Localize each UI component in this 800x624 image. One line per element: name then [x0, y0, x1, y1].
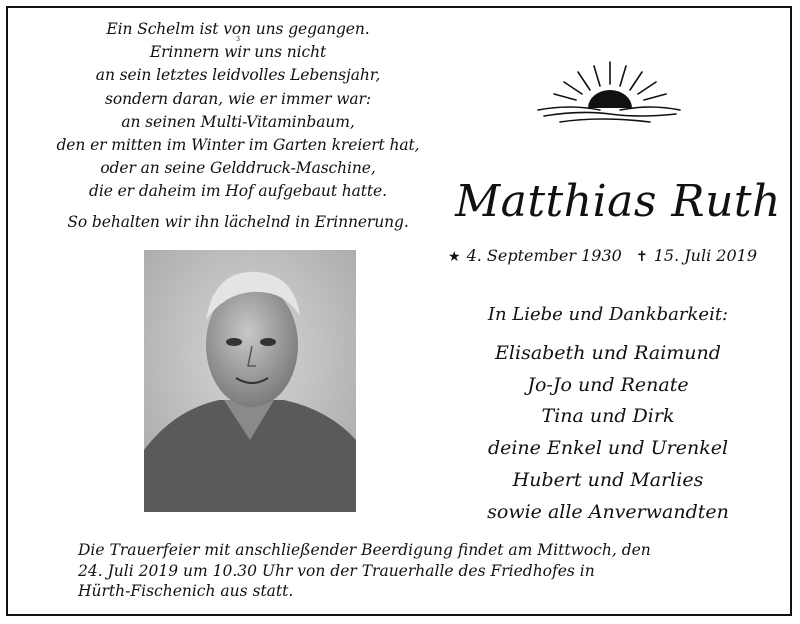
- poem-closing: So behalten wir ihn lächelnd in Erinnerung.: [67, 212, 409, 231]
- death-date-group: [636, 245, 757, 268]
- family-member: Elisabeth und Raimund: [495, 342, 721, 364]
- poem-line: die er daheim im Hof aufgebaut hatte.: [89, 182, 387, 201]
- star-icon: ★: [448, 249, 461, 265]
- birth-date-group: [448, 245, 622, 268]
- poem-line: an seinen Multi-Vitaminbaum,: [121, 112, 355, 131]
- page-mark: 3: [236, 36, 240, 44]
- cross-icon: ✝: [636, 249, 648, 265]
- funeral-notice: [78, 540, 778, 602]
- family-member: deine Enkel und Urenkel: [487, 437, 729, 460]
- notice-line: Hürth-Fischenich aus statt.: [78, 582, 294, 600]
- poem-line: sondern daran, wie er immer war:: [105, 89, 371, 108]
- family-member: Jo-Jo und Renate: [527, 373, 689, 396]
- death-date: 15. Juli 2019: [653, 246, 758, 265]
- family-member: Tina und Dirk: [541, 405, 675, 428]
- deceased-name: Matthias Ruth: [455, 176, 781, 227]
- memorial-poem: [28, 18, 448, 234]
- family-member: sowie alle Anverwandten: [487, 500, 729, 523]
- family-member: Hubert und Marlies: [512, 468, 704, 491]
- notice-line: Die Trauerfeier mit anschließender Beerdigung findet am Mittwoch, den: [78, 541, 651, 559]
- sunset-icon: [530, 54, 690, 134]
- portrait-photo: [144, 250, 356, 512]
- family-heading: In Liebe und Dankbarkeit:: [487, 304, 729, 325]
- poem-line: an sein letztes leidvolles Lebensjahr,: [95, 66, 381, 85]
- notice-line: 24. Juli 2019 um 10.30 Uhr von der Trauerhalle des Friedhofes in: [78, 561, 595, 580]
- poem-line: Erinnern wir uns nicht: [149, 43, 327, 62]
- birth-date: 4. September 1930: [466, 246, 622, 265]
- poem-line: den er mitten im Winter im Garten kreiert hat,: [56, 136, 420, 155]
- poem-line: oder an seine Gelddruck-Maschine,: [100, 159, 376, 178]
- poem-line: Ein Schelm ist von uns gegangen.: [106, 20, 370, 38]
- family-list: [438, 300, 778, 528]
